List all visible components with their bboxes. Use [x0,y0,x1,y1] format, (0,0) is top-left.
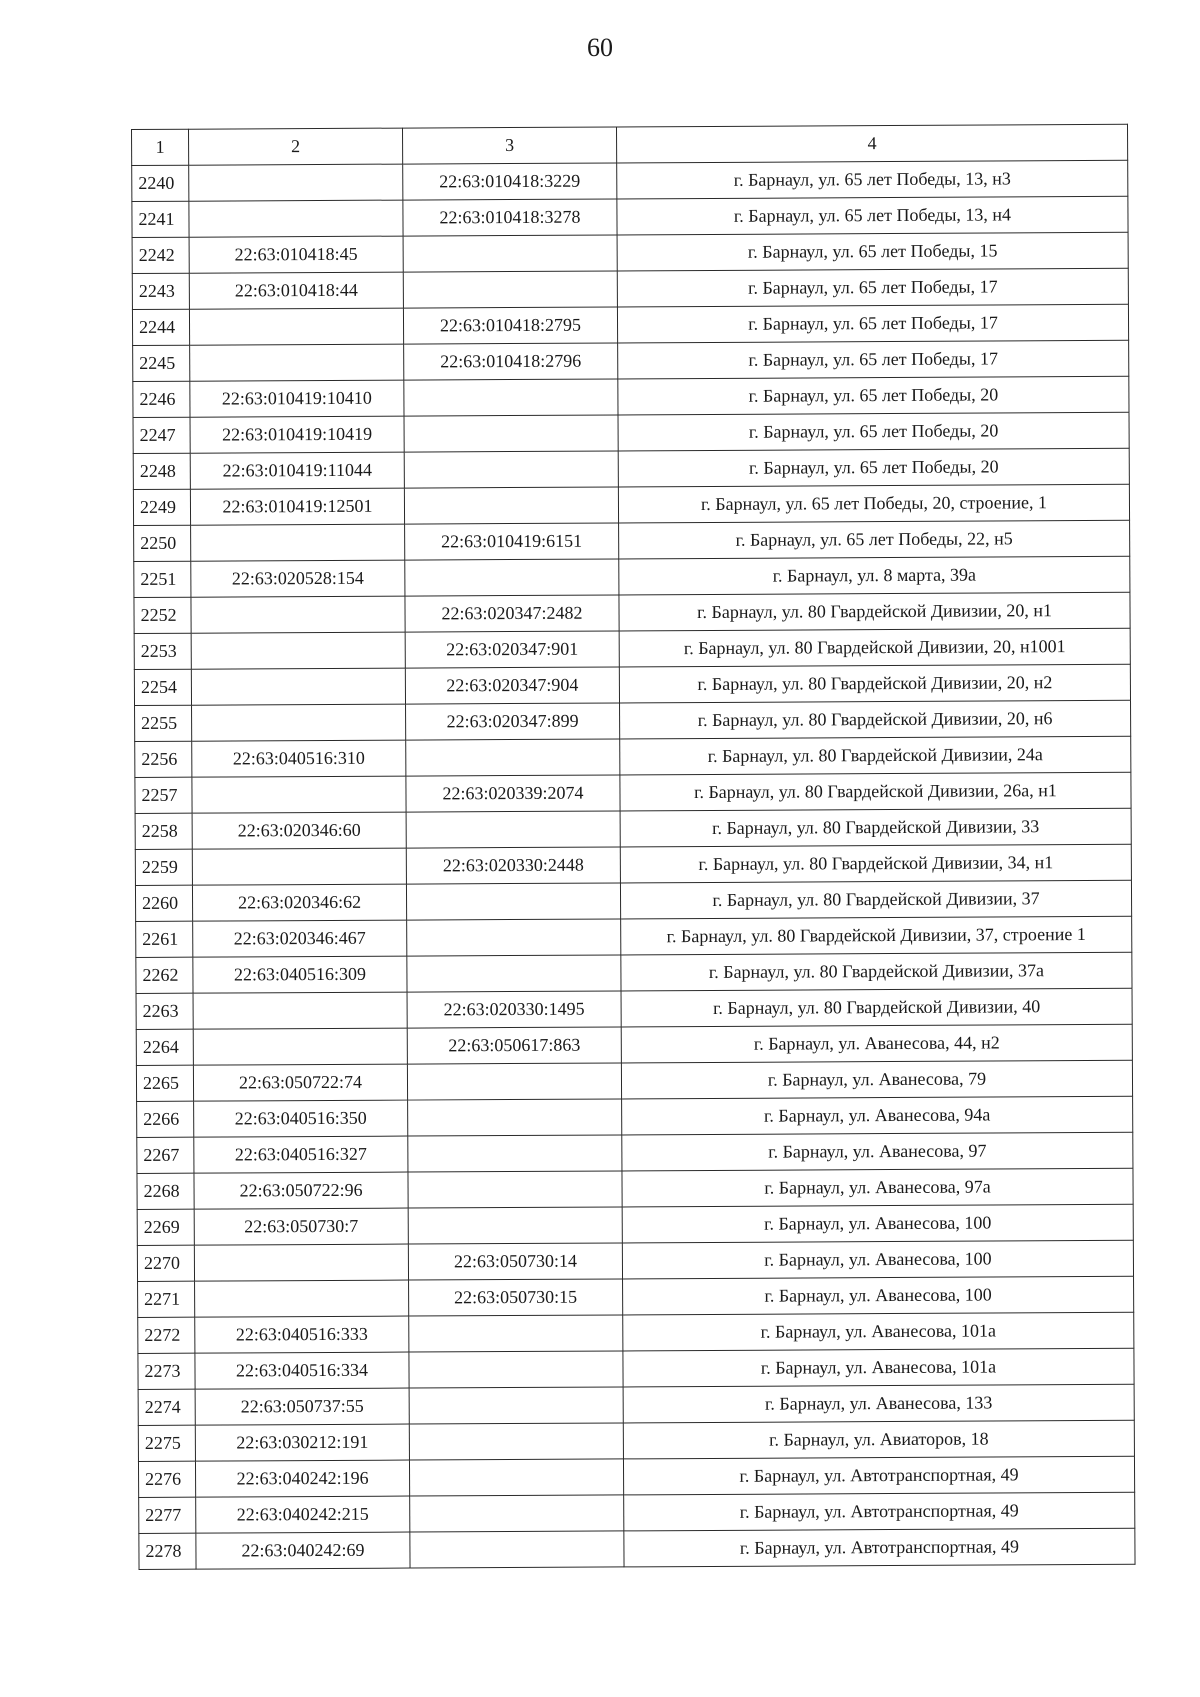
address-cell: г. Барнаул, ул. 65 лет Победы, 13, н4 [617,196,1128,235]
table-row [138,1456,1134,1497]
cadastral-number-col2-cell: 22:63:050730:7 [194,1208,408,1245]
row-number-cell: 2272 [138,1317,195,1353]
address-cell: г. Барнаул, ул. 80 Гвардейской Дивизии, 40 [621,988,1132,1027]
address-cell: г. Барнаул, ул. 80 Гвардейской Дивизии, 34, н1 [620,844,1131,883]
cadastral-number-col3-cell: 22:63:010418:2796 [404,343,618,380]
row-number-cell: 2254 [134,669,191,705]
cadastral-number-col2-cell [191,668,405,705]
cadastral-number-col3-cell [408,1207,622,1244]
cadastral-number-col3-cell: 22:63:050730:15 [409,1279,623,1316]
header-col-1: 1 [132,129,189,165]
table-row [135,808,1131,849]
row-number-cell: 2278 [139,1533,196,1569]
cadastral-number-col2-cell: 22:63:020346:62 [192,884,406,921]
address-cell: г. Барнаул, ул. Аванесова, 100 [622,1204,1133,1243]
address-cell: г. Барнаул, ул. 80 Гвардейской Дивизии, 37 [620,880,1131,919]
table-row [134,520,1130,561]
table-row [135,880,1131,921]
cadastral-number-col2-cell [191,632,405,669]
cadastral-number-col2-cell [195,1280,409,1317]
table-row [138,1312,1134,1353]
row-number-cell: 2265 [136,1065,193,1101]
row-number-cell: 2268 [137,1173,194,1209]
address-cell: г. Барнаул, ул. Аванесова, 97а [622,1168,1133,1207]
cadastral-number-col3-cell [407,919,621,956]
table-row [136,1024,1132,1065]
table-row [132,196,1128,237]
row-number-cell: 2253 [134,633,191,669]
cadastral-number-col3-cell: 22:63:020347:2482 [405,595,619,632]
cadastral-number-col2-cell: 22:63:010418:44 [189,272,403,309]
row-number-cell: 2247 [133,417,190,453]
table-row [135,772,1131,813]
cadastral-number-col2-cell: 22:63:040516:309 [193,956,407,993]
cadastral-number-col2-cell: 22:63:020528:154 [191,560,405,597]
cadastral-number-col3-cell [406,883,620,920]
row-number-cell: 2273 [138,1353,195,1389]
table-row [135,736,1131,777]
cadastral-number-col2-cell [189,200,403,237]
cadastral-number-col2-cell [190,344,404,381]
address-cell: г. Барнаул, ул. 65 лет Победы, 13, н3 [617,160,1128,199]
address-cell: г. Барнаул, ул. 65 лет Победы, 22, н5 [619,520,1130,559]
cadastral-number-col3-cell [408,1135,622,1172]
table-row [133,340,1129,381]
table-row [138,1384,1134,1425]
cadastral-number-col3-cell: 22:63:010418:3278 [403,199,617,236]
address-cell: г. Барнаул, ул. 80 Гвардейской Дивизии, 20, н1 [619,592,1130,631]
cadastral-number-col2-cell [191,524,405,561]
row-number-cell: 2271 [138,1281,195,1317]
cadastral-number-col3-cell [407,955,621,992]
address-cell: г. Барнаул, ул. 65 лет Победы, 17 [618,340,1129,379]
table-row [137,1168,1133,1209]
cadastral-number-col2-cell: 22:63:040242:69 [196,1532,410,1569]
table-row [132,232,1128,273]
cadastral-number-col2-cell [189,164,403,201]
address-cell: г. Барнаул, ул. Автотранспортная, 49 [623,1456,1134,1495]
cadastral-number-col2-cell: 22:63:010419:12501 [190,488,404,525]
address-cell: г. Барнаул, ул. Аванесова, 79 [621,1060,1132,1099]
row-number-cell: 2269 [137,1209,194,1245]
row-number-cell: 2249 [133,489,190,525]
header-col-2: 2 [189,128,403,165]
address-cell: г. Барнаул, ул. Аванесова, 44, н2 [621,1024,1132,1063]
cadastral-number-col3-cell [408,1171,622,1208]
cadastral-number-col2-cell: 22:63:040516:350 [194,1100,408,1137]
cadastral-number-col2-cell [194,1244,408,1281]
row-number-cell: 2267 [137,1137,194,1173]
cadastral-number-col2-cell: 22:63:050722:74 [193,1064,407,1101]
row-number-cell: 2261 [136,921,193,957]
cadastral-number-col2-cell: 22:63:050737:55 [195,1388,409,1425]
header-col-3: 3 [402,127,616,164]
address-cell: г. Барнаул, ул. 65 лет Победы, 20 [618,376,1129,415]
cadastral-number-col3-cell [407,1063,621,1100]
table-row [137,1204,1133,1245]
table-row [135,844,1131,885]
cadastral-number-col2-cell [192,848,406,885]
row-number-cell: 2243 [132,273,189,309]
cadastral-number-col2-cell: 22:63:040516:310 [192,740,406,777]
table-row [136,988,1132,1029]
table-row [137,1096,1133,1137]
row-number-cell: 2259 [135,849,192,885]
address-cell: г. Барнаул, ул. Аванесова, 100 [622,1240,1133,1279]
cadastral-number-col3-cell [409,1315,623,1352]
address-cell: г. Барнаул, ул. Аванесова, 101а [623,1312,1134,1351]
row-number-cell: 2255 [135,705,192,741]
page-number: 60 [587,33,613,62]
table-row [135,700,1131,741]
cadastral-number-col2-cell [192,776,406,813]
table-row [136,916,1132,957]
row-number-cell: 2270 [137,1245,194,1281]
cadastral-number-col3-cell [409,1387,623,1424]
row-number-cell: 2266 [137,1101,194,1137]
registry-table [131,124,1136,1570]
table-row [138,1276,1134,1317]
cadastral-number-col2-cell: 22:63:040242:215 [196,1496,410,1533]
cadastral-number-col3-cell [409,1351,623,1388]
table-row [138,1348,1134,1389]
row-number-cell: 2244 [132,309,189,345]
cadastral-number-col3-cell [410,1531,624,1568]
table-body [132,160,1135,1569]
cadastral-number-col2-cell: 22:63:010419:10410 [190,380,404,417]
cadastral-number-col3-cell: 22:63:010418:3229 [403,163,617,200]
address-cell: г. Барнаул, ул. 80 Гвардейской Дивизии, 24а [620,736,1131,775]
cadastral-number-col3-cell: 22:63:020330:1495 [407,991,621,1028]
cadastral-number-col3-cell: 22:63:020347:904 [405,667,619,704]
cadastral-number-col2-cell [192,704,406,741]
address-cell: г. Барнаул, ул. Аванесова, 94а [622,1096,1133,1135]
row-number-cell: 2264 [136,1029,193,1065]
table-row [133,448,1129,489]
row-number-cell: 2275 [138,1425,195,1461]
cadastral-number-col2-cell: 22:63:020346:60 [192,812,406,849]
cadastral-number-col2-cell [189,308,403,345]
cadastral-number-col2-cell: 22:63:010419:11044 [190,452,404,489]
cadastral-number-col3-cell [410,1495,624,1532]
row-number-cell: 2241 [132,201,189,237]
cadastral-number-col3-cell [408,1099,622,1136]
row-number-cell: 2274 [138,1389,195,1425]
table-row [136,1060,1132,1101]
cadastral-number-col3-cell [409,1423,623,1460]
cadastral-number-col2-cell: 22:63:010419:10419 [190,416,404,453]
cadastral-number-col2-cell: 22:63:040516:333 [195,1316,409,1353]
row-number-cell: 2248 [133,453,190,489]
address-cell: г. Барнаул, ул. 80 Гвардейской Дивизии, 37а [621,952,1132,991]
cadastral-number-col3-cell [406,811,620,848]
cadastral-number-col3-cell: 22:63:010418:2795 [403,307,617,344]
table-row [133,412,1129,453]
table-header-row [132,124,1128,165]
address-cell: г. Барнаул, ул. 65 лет Победы, 20 [618,448,1129,487]
row-number-cell: 2263 [136,993,193,1029]
table-row [139,1528,1135,1569]
cadastral-number-col2-cell [193,1028,407,1065]
address-cell: г. Барнаул, ул. Аванесова, 100 [623,1276,1134,1315]
address-cell: г. Барнаул, ул. 80 Гвардейской Дивизии, 26а, н1 [620,772,1131,811]
address-cell: г. Барнаул, ул. 80 Гвардейской Дивизии, 20, н1001 [619,628,1130,667]
cadastral-number-col2-cell: 22:63:040516:327 [194,1136,408,1173]
cadastral-number-col3-cell: 22:63:050617:863 [407,1027,621,1064]
cadastral-number-col3-cell [409,1459,623,1496]
address-cell: г. Барнаул, ул. 65 лет Победы, 20, строение, 1 [618,484,1129,523]
cadastral-number-col2-cell [191,596,405,633]
address-cell: г. Барнаул, ул. Аванесова, 97 [622,1132,1133,1171]
cadastral-number-col3-cell [404,451,618,488]
table-row [132,268,1128,309]
row-number-cell: 2258 [135,813,192,849]
address-cell: г. Барнаул, ул. Аванесова, 101а [623,1348,1134,1387]
address-cell: г. Барнаул, ул. Автотранспортная, 49 [624,1528,1135,1567]
cadastral-number-col3-cell [404,415,618,452]
registry-table-container [131,124,1135,1570]
cadastral-number-col3-cell: 22:63:010419:6151 [405,523,619,560]
row-number-cell: 2251 [134,561,191,597]
cadastral-number-col2-cell [193,992,407,1029]
address-cell: г. Барнаул, ул. 65 лет Победы, 17 [617,304,1128,343]
cadastral-number-col3-cell: 22:63:050730:14 [408,1243,622,1280]
table-row [132,304,1128,345]
cadastral-number-col2-cell: 22:63:050722:96 [194,1172,408,1209]
cadastral-number-col3-cell: 22:63:020339:2074 [406,775,620,812]
cadastral-number-col3-cell [406,739,620,776]
cadastral-number-col3-cell: 22:63:020347:899 [406,703,620,740]
row-number-cell: 2257 [135,777,192,813]
table-row [134,556,1130,597]
cadastral-number-col3-cell [403,235,617,272]
row-number-cell: 2240 [132,165,189,201]
header-col-4: 4 [616,124,1127,163]
address-cell: г. Барнаул, ул. 65 лет Победы, 17 [617,268,1128,307]
cadastral-number-col2-cell: 22:63:040516:334 [195,1352,409,1389]
table-row [132,160,1128,201]
address-cell: г. Барнаул, ул. 80 Гвардейской Дивизии, 20, н6 [620,700,1131,739]
table-row [136,952,1132,993]
cadastral-number-col3-cell [404,487,618,524]
row-number-cell: 2277 [139,1497,196,1533]
table-row [133,484,1129,525]
cadastral-number-col3-cell [403,271,617,308]
address-cell: г. Барнаул, ул. 80 Гвардейской Дивизии, 33 [620,808,1131,847]
cadastral-number-col3-cell: 22:63:020330:2448 [406,847,620,884]
table-row [137,1240,1133,1281]
row-number-cell: 2246 [133,381,190,417]
row-number-cell: 2245 [133,345,190,381]
cadastral-number-col3-cell [404,379,618,416]
address-cell: г. Барнаул, ул. 65 лет Победы, 20 [618,412,1129,451]
address-cell: г. Барнаул, ул. Авиаторов, 18 [623,1420,1134,1459]
address-cell: г. Барнаул, ул. 80 Гвардейской Дивизии, 20, н2 [619,664,1130,703]
row-number-cell: 2252 [134,597,191,633]
cadastral-number-col2-cell: 22:63:030212:191 [195,1424,409,1461]
cadastral-number-col3-cell: 22:63:020347:901 [405,631,619,668]
table-row [133,376,1129,417]
row-number-cell: 2260 [135,885,192,921]
table-row [139,1492,1135,1533]
row-number-cell: 2256 [135,741,192,777]
table-row [137,1132,1133,1173]
cadastral-number-col2-cell: 22:63:040242:196 [195,1460,409,1497]
address-cell: г. Барнаул, ул. 65 лет Победы, 15 [617,232,1128,271]
row-number-cell: 2242 [132,237,189,273]
address-cell: г. Барнаул, ул. Автотранспортная, 49 [624,1492,1135,1531]
address-cell: г. Барнаул, ул. 80 Гвардейской Дивизии, 37, строение 1 [621,916,1132,955]
table-row [134,628,1130,669]
address-cell: г. Барнаул, ул. 8 марта, 39а [619,556,1130,595]
address-cell: г. Барнаул, ул. Аванесова, 133 [623,1384,1134,1423]
cadastral-number-col3-cell [405,559,619,596]
cadastral-number-col2-cell: 22:63:010418:45 [189,236,403,273]
row-number-cell: 2262 [136,957,193,993]
row-number-cell: 2276 [138,1461,195,1497]
table-row [134,592,1130,633]
cadastral-number-col2-cell: 22:63:020346:467 [193,920,407,957]
table-row [134,664,1130,705]
row-number-cell: 2250 [134,525,191,561]
table-row [138,1420,1134,1461]
